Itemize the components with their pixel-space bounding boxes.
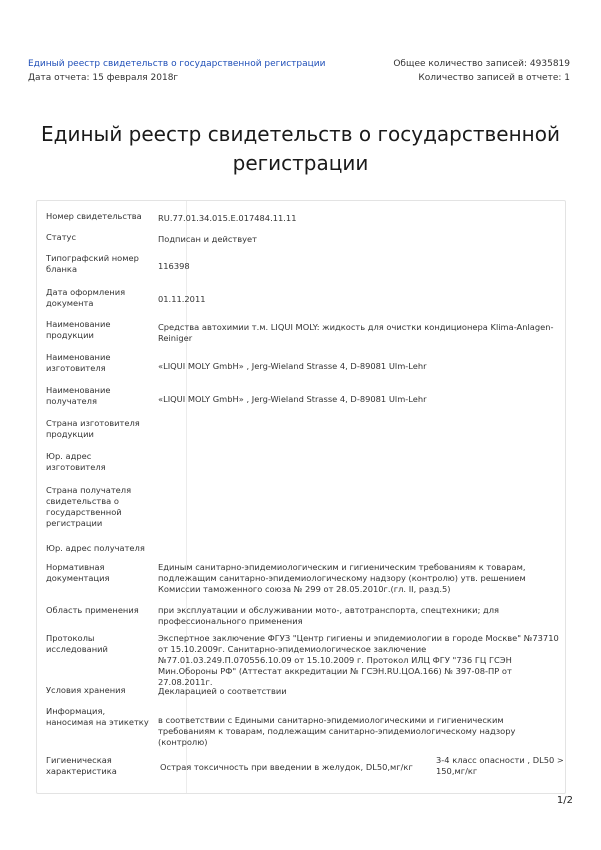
hygiene-indicator: Острая токсичность при введении в желудок, DL50,мг/кг [160,762,413,772]
label-issue-date: Дата оформления документа [46,287,126,308]
label-label-info: Информация, наносимая на этикетку [46,706,149,727]
value-storage-conditions: Декларацией о соответствии [158,686,287,696]
value-label-info: в соответствии с Едиными санитарно-эпидемиологическими и гигиеническим требованиям к товарам, подлежащим санитарно-эпидемиологическому надзору (контролю) [158,715,516,747]
label-manufacturer-country: Страна изготовителя продукции [46,418,140,439]
label-manufacturer-address: Юр. адрес изготовителя [46,451,106,472]
page-title: Единый реестр свидетельств о государственной регистрации [41,122,560,175]
label-application-area: Область применения [46,605,139,615]
value-normative-docs: Единым санитарно-эпидемиологическим и гигиеническим требованиям к товарам, подлежащим санитарно-эпидемиологическому надзору (контролю) утв. решением Комиссии таможенного союза № 299 от 28.05.2010г.(гл. II, разд.5) [158,562,526,594]
label-status: Статус [46,232,77,242]
label-recipient-country: Страна получателя свидетельства о государственной регистрации [46,485,132,528]
value-application-area: при эксплуатации и обслуживании мото-, автотранспорта, спецтехники; для профессионального применения [158,605,500,626]
registry-link[interactable]: Единый реестр свидетельств о государственной регистрации [28,59,326,69]
label-research-protocols: Протоколы исследований [46,633,108,654]
page-number: 1/2 [556,795,573,806]
records-in-report: Количество записей в отчете: 1 [418,73,570,83]
value-status: Подписан и действует [158,234,257,244]
label-storage-conditions: Условия хранения [46,685,126,695]
report-date: Дата отчета: 15 февраля 2018г [28,73,179,83]
label-form-number: Типографский номер бланка [46,253,139,274]
label-certificate-number: Номер свидетельства [46,211,142,221]
label-product-name: Наименование продукции [46,319,111,340]
label-recipient: Наименование получателя [46,385,111,406]
value-recipient: «LIQUI MOLY GmbH» , Jerg-Wieland Strasse 4, D-89081 Ulm-Lehr [158,394,427,404]
label-hygienic-characteristic: Гигиеническая характеристика [46,755,117,776]
label-normative-docs: Нормативная документация [46,562,110,583]
value-product-name: Средства автохимии т.м. LIQUI MOLY: жидкость для очистки кондиционера Klima-Anlagen-Reiniger [158,322,554,343]
label-manufacturer: Наименование изготовителя [46,352,111,373]
value-issue-date: 01.11.2011 [158,294,206,304]
column-divider [186,201,187,793]
value-manufacturer: «LIQUI MOLY GmbH» , Jerg-Wieland Strasse 4, D-89081 Ulm-Lehr [158,361,427,371]
value-certificate-number: RU.77.01.34.015.Е.017484.11.11 [158,213,297,223]
value-research-protocols: Экспертное заключение ФГУЗ "Центр гигиены и эпидемиологии в городе Москве" №73710 от 15.10.2009г. Санитарно-эпидемиологическое заключение №77.01.03.249.П.070556.10.09 от 15.10.2009 г. Протокол ИЛЦ ФГУ "736 ГЦ ГСЭН Мин.Обороны РФ" (Аттестат аккредитации № ГСЭН.RU.ЦОА.166) № 397-08-ПР от 27.08.2011г. [158,633,559,687]
value-form-number: 116398 [158,261,190,271]
label-recipient-address: Юр. адрес получателя [46,543,145,553]
hygiene-result: 3-4 класс опасности , DL50 > 150,мг/кг [436,755,564,776]
total-records: Общее количество записей: 4935819 [393,59,570,69]
